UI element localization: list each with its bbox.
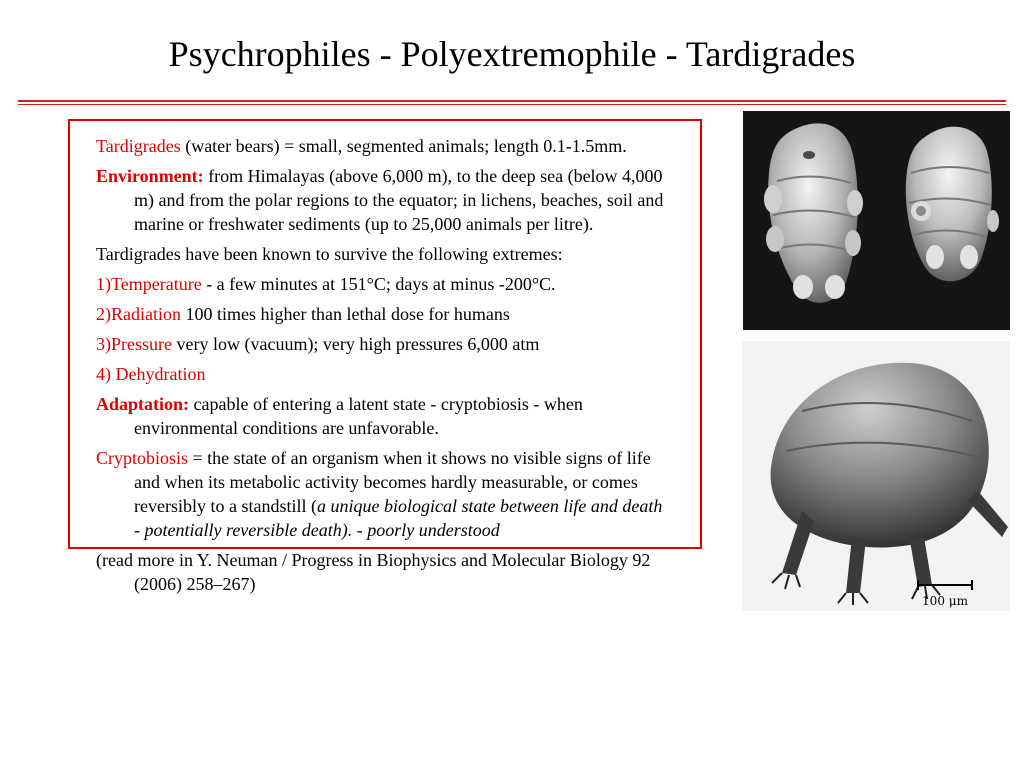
title-divider-top [18,100,1006,102]
pressure-item [96,332,666,356]
term-tardigrades: Tardigrades [96,136,181,156]
term-radiation: 2)Radiation [96,304,181,324]
slide-body [96,134,666,602]
cryptobiosis-italic-text: a unique biological state between life and death - potentially reversible death). - poorly understood [134,496,663,540]
radiation-text: 100 times higher than lethal dose for humans [180,304,510,324]
dehydration-item [96,362,666,386]
radiation-item [96,302,666,326]
term-environment: Environment: [96,166,204,186]
environment-paragraph [96,164,666,236]
tardigrades-sem-illustration [743,111,1010,330]
term-adaptation: Adaptation: [96,394,190,414]
extremes-intro: Tardigrades have been known to survive the following extremes: [96,244,563,264]
scale-bar-label: 100 μm [922,594,968,608]
term-pressure: 3)Pressure [96,334,172,354]
cryptobiosis-paragraph [96,446,666,542]
slide-title: Psychrophiles - Polyextremophile - Tardigrades [168,34,856,74]
reference-citation: (read more in Y. Neuman / Progress in Biophysics and Molecular Biology 92 (2006) 258–267) [96,550,651,594]
term-temperature: 1)Temperature [96,274,202,294]
tardigrade-side-photo [742,341,1010,611]
scale-bar [918,580,972,608]
adaptation-text: capable of entering a latent state - cryptobiosis - when environmental conditions are unfavorable. [134,394,583,438]
tardigrade-side-illustration [742,341,1010,611]
title-divider-bottom [18,104,1006,105]
pressure-text: very low (vacuum); very high pressures 6,000 atm [171,334,540,354]
term-cryptobiosis: Cryptobiosis [96,448,189,468]
cryptobiosis-text: = the state of an organism when it shows no visible signs of life and when its metabolic activity becomes hardly measurable, or comes reversibly to a standstill ( [134,448,651,516]
tardigrades-sem-photo [743,111,1010,330]
term-dehydration: 4) Dehydration [96,364,206,384]
tardigrades-definition [96,134,666,158]
environment-text: from Himalayas (above 6,000 m), to the deep sea (below 4,000 m) and from the polar regions to the equator; in lichens, beaches, soil and marine or freshwater sediments (up to 25,000 animals per litre). [134,166,664,234]
temperature-text: - a few minutes at 151°C; days at minus -200°C. [201,274,556,294]
temperature-item [96,272,666,296]
adaptation-paragraph [96,392,666,440]
definition-text: (water bears) = small, segmented animals; length 0.1-1.5mm. [180,136,627,156]
